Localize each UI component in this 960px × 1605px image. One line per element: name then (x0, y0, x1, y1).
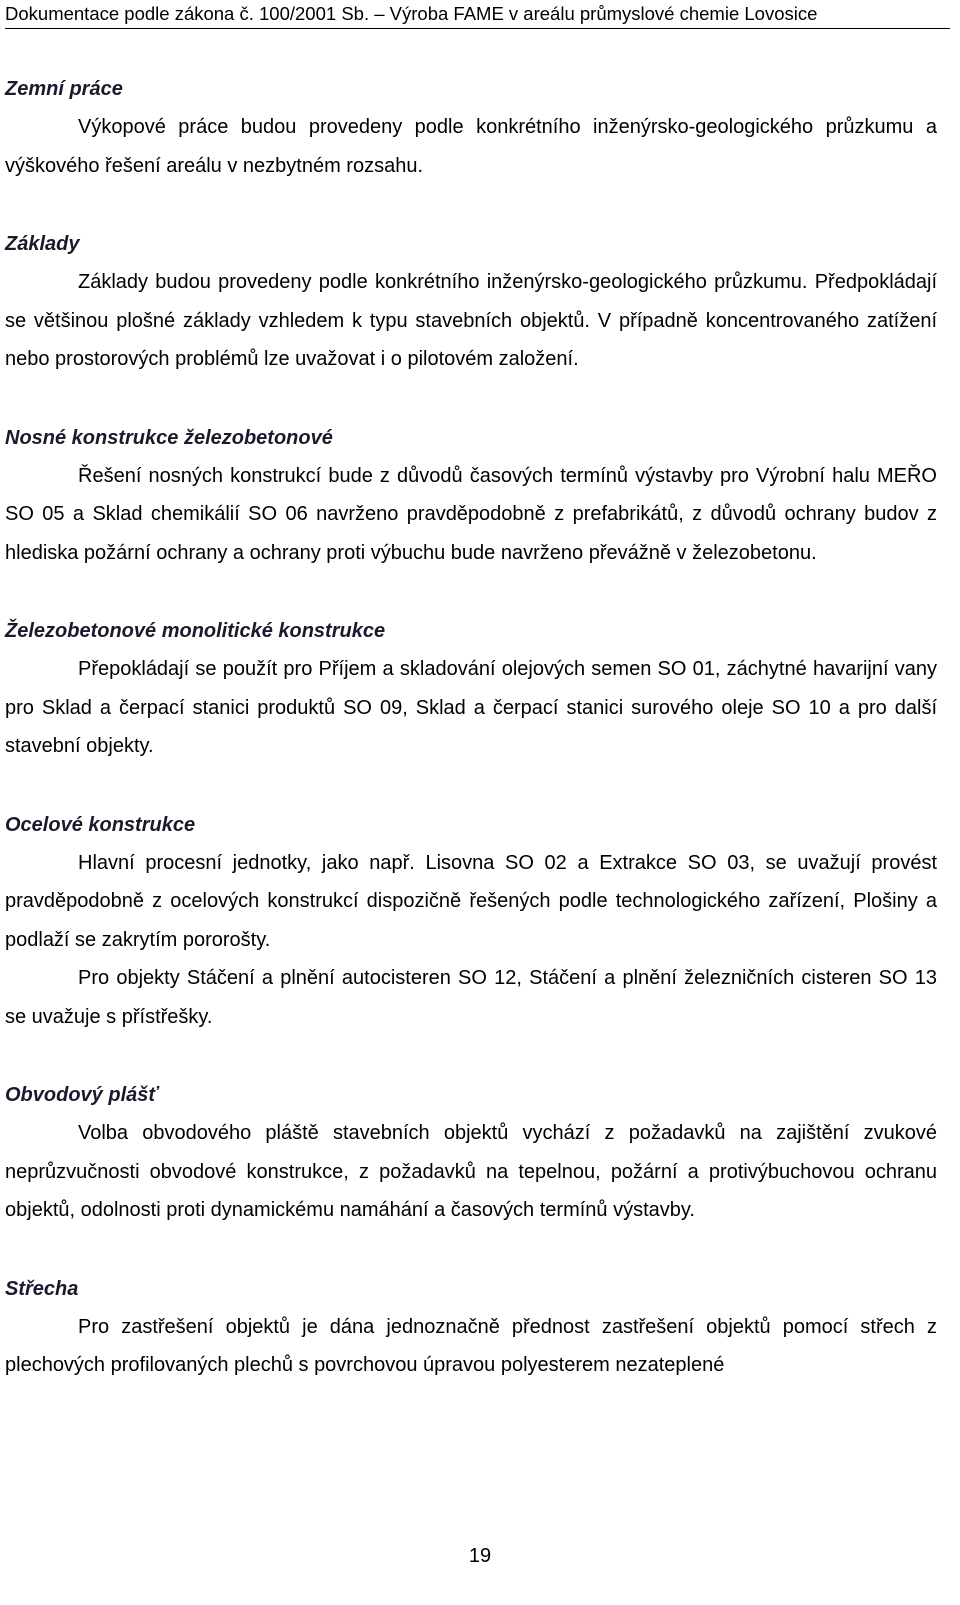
paragraph: Přepokládají se použít pro Příjem a skladování olejových semen SO 01, záchytné havarijní vany pro Sklad a čerpací stanici produktů SO 09, Sklad a čerpací stanici surového oleje SO 10 a pro další stavební objekty. (5, 658, 937, 757)
paragraph: Pro objekty Stáčení a plnění autocisteren SO 12, Stáčení a plnění železničních cisteren SO 13 se uvažuje s přístřešky. (5, 967, 937, 1028)
section-ocelove-konstrukce (5, 806, 937, 1037)
paragraph: Volba obvodového pláště stavebních objektů vychází z požadavků na zajištění zvukové neprůzvučnosti obvodové konstrukce, z požadavků na tepelnou, požární a protivýbuchovou ochranu objektů, odolnosti proti dynamickému namáhání a časových termínů výstavby. (5, 1122, 937, 1221)
section-zaklady (5, 225, 937, 379)
section-obvodovy-plast (5, 1076, 937, 1230)
section-heading: Zemní práce (5, 78, 123, 100)
section-heading: Železobetonové monolitické konstrukce (5, 620, 386, 642)
running-header: Dokumentace podle zákona č. 100/2001 Sb. – Výroba FAME v areálu průmyslové chemie Lovosice (5, 0, 950, 29)
section-nosne-konstrukce (5, 419, 937, 573)
paragraph: Výkopové práce budou provedeny podle konkrétního inženýrsko-geologického průzkumu a výškového řešení areálu v nezbytném rozsahu. (5, 116, 937, 177)
section-heading: Ocelové konstrukce (5, 813, 196, 836)
paragraph: Pro zastřešení objektů je dána jednoznačně přednost zastřešení objektů pomocí střech z plechových profilovaných plechů s povrchovou úpravou polyesterem nezateplené (5, 1315, 937, 1376)
section-zemni-prace (5, 70, 937, 185)
section-heading: Střecha (5, 1277, 79, 1300)
paragraph: Hlavní procesní jednotky, jako např. Lisovna SO 02 a Extrakce SO 03, se uvažují provést pravděpodobně z ocelových konstrukcí dispozičně řešených podle technologického zařízení, Plošiny a podlaží se zakrytím pororošty. (5, 851, 937, 951)
section-heading: Obvodový plášť (5, 1084, 158, 1106)
page-number: 19 (468, 1545, 492, 1567)
paragraph: Řešení nosných konstrukcí bude z důvodů časových termínů výstavby pro Výrobní halu MEŘO SO 05 a Sklad chemikálií SO 06 navrženo pravděpodobně z prefabrikátů, z důvodů ochrany budov z hlediska požární ochrany a ochrany proti výbuchu bude navrženo převážně v železobetonu. (5, 464, 937, 564)
section-strecha (5, 1270, 937, 1385)
section-heading: Základy (5, 233, 80, 255)
section-heading: Nosné konstrukce železobetonové (5, 426, 333, 449)
section-monoliticke-konstrukce (5, 612, 937, 766)
paragraph: Základy budou provedeny podle konkrétního inženýrsko-geologického průzkumu. Předpokládají se většinou plošné základy vzhledem k typu stavebních objektů. V případně koncentrovaného zatížení nebo prostorových problémů lze uvažovat i o pilotovém založení. (5, 271, 937, 370)
document-body (5, 70, 937, 1425)
